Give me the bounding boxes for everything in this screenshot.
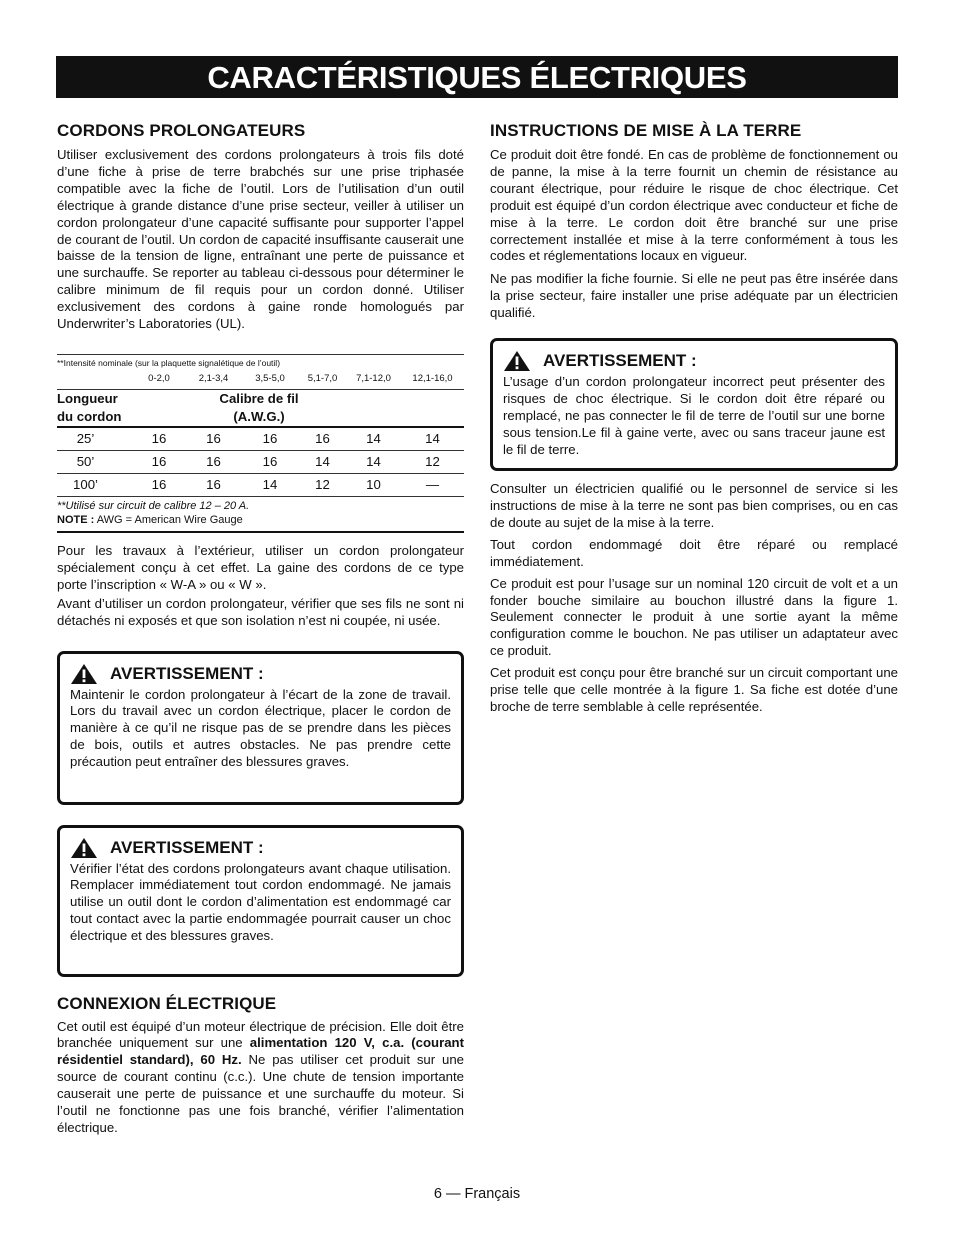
warning-label: AVERTISSEMENT : <box>110 663 264 683</box>
connexion-voltage: alimentation 120 V, c.a. (courant résidentiel standard), 60 Hz. <box>57 1035 464 1068</box>
gauge-cell: 14 <box>299 450 346 473</box>
cordons-paragraph: Utiliser exclusivement des cordons prolongateurs à trois fils doté d’une fiche à prise de terre brabchés sur une prise triphasée compatible avec la fiche de l’outil. Lors de l’utilisation d’un outil électrique à grande distance d’une prise secteur, veiller à utiliser un cordon prolongateur d’une capacité suffisante pour supporter l’appel de courant de l’outil. Un cordon de capacité insuffisante causerait une baisse de la tension de ligne, entraînant une perte de puissance et une surchauffe. Se reporter au tableau ci-dessous pour déterminer le calibre minimum de fil requis pour un cordon donné. Utiliser exclusivement des cordons à gaine ronde homologués par Underwriter’s Laboratories (UL). <box>57 147 464 332</box>
terre-paragraph-6: Cet produit est conçu pour être branché sur un circuit comportant une prise telle que celle montrée à la figure 1. Sa fiche est dotée d’une broche de terre semblable à celle représentée. <box>490 665 898 714</box>
gauge-cell: 14 <box>346 427 401 451</box>
amp-range-cell: 2,1-3,4 <box>198 373 229 385</box>
ratings-note: **Intensité nominale (sur la plaquette signalétique de l’outil) <box>57 354 464 369</box>
section-heading-connexion: CONNEXION ÉLECTRIQUE <box>57 993 277 1013</box>
warning-heading <box>70 837 451 859</box>
amp-range-cell: 0-2,0 <box>148 373 170 385</box>
gauge-cell: 16 <box>241 427 299 451</box>
gauge-cell: — <box>401 473 464 496</box>
connexion-text-end: Ne pas utiliser cet produit sur une source de courant continu (c.c.). Une chute de tension importante causerait une perte de puissance et une surchauffe du moteur. Si l’outil ne fonctionne pas une fois branché, vérifier l’alimentation électrique. <box>57 1052 464 1135</box>
gauge-cell: 14 <box>241 473 299 496</box>
cord-length-cell: 50’ <box>57 450 132 473</box>
amp-range-cell: 7,1-12,0 <box>356 373 391 385</box>
connexion-paragraph <box>57 1019 464 1137</box>
gauge-cell: 16 <box>132 450 186 473</box>
terre-paragraph-1: Ce produit doit être fondé. En cas de problème de fonctionnement ou de panne, la mise à la terre fournit un chemin de résistance au courant électrique, pour réduire le risque de choc électrique. Cet produit est équipé d’un cordon électrique avec conducteur et fiche de mise à la terre. Le cordon doit être branché sur une prise correctement installée et mise à la terre conformément à tous les codes et réglementations locaux en vigueur. <box>490 147 898 264</box>
table-header-row <box>57 389 464 427</box>
inspect-paragraph: Avant d’utiliser un cordon prolongateur, vérifier que ses fils ne sont ni détachés ni exposés et que son isolation n’est ni coupée, ni usée. <box>57 595 464 628</box>
gauge-header-line2: (A.W.G.) <box>233 408 285 424</box>
warning-label: AVERTISSEMENT : <box>110 837 264 857</box>
terre-paragraph-2: Ne pas modifier la fiche fournie. Si elle ne peut pas être insérée dans la prise secteur, faire installer une prise adéquate par un électricien qualifié. <box>490 271 898 321</box>
warning-box-inspect-cords <box>57 825 464 977</box>
warning-box-grounding <box>490 338 898 471</box>
extension-cord-table <box>57 369 464 497</box>
gauge-cell: 16 <box>132 427 186 451</box>
length-header <box>57 389 132 427</box>
warning-triangle-icon <box>70 837 98 859</box>
table-row <box>57 450 464 473</box>
gauge-header <box>132 389 346 427</box>
table-bottom-rule <box>57 527 464 533</box>
warning-text: Vérifier l’état des cordons prolongateurs avant chaque utilisation. Remplacer immédiatement tout cordon endommagé. Ne jamais utilise un outil dont le cordon d’alimentation est endommagé car tout contact avec la partie endommagée pourrait causer un choc électrique et des blessures graves. <box>70 860 451 944</box>
table-row <box>57 427 464 451</box>
gauge-header-line1: Calibre de fil <box>219 390 299 406</box>
table-row <box>57 473 464 496</box>
warning-label: AVERTISSEMENT : <box>543 351 697 371</box>
page-title: CARACTÉRISTIQUES ÉLECTRIQUES <box>56 56 898 98</box>
gauge-cell: 14 <box>401 427 464 451</box>
circuit-footnote: **Utilisé sur circuit de calibre 12 – 20 A. <box>57 499 250 512</box>
amp-range-cell: 3,5-5,0 <box>255 373 285 385</box>
warning-heading <box>70 663 451 685</box>
length-header-line1: Longueur <box>57 390 118 406</box>
gauge-cell: 14 <box>346 450 401 473</box>
gauge-cell: 16 <box>186 427 241 451</box>
table-footnote <box>57 497 464 527</box>
gauge-cell: 16 <box>299 427 346 451</box>
outdoor-paragraph: Pour les travaux à l’extérieur, utiliser un cordon prolongateur spécialement conçu à cet effet. La gaine des cordons de ce type porte l’inscription « W-A » ou « W ». <box>57 542 464 592</box>
warning-heading <box>503 350 885 372</box>
terre-paragraph-4: Tout cordon endommagé doit être réparé ou remplacé immédiatement. <box>490 536 898 569</box>
terre-paragraph-3: Consulter un électricien qualifié ou le personnel de service si les instructions de mise à la terre ne sont pas bien comprises, ou en cas de doute au sujet de la mise à la terre. <box>490 481 898 530</box>
section-heading-terre: INSTRUCTIONS DE MISE À LA TERRE <box>490 121 802 140</box>
warning-box-workzone <box>57 651 464 805</box>
gauge-cell: 10 <box>346 473 401 496</box>
gauge-cell: 16 <box>186 473 241 496</box>
gauge-cell: 16 <box>186 450 241 473</box>
gauge-cell: 16 <box>241 450 299 473</box>
left-column <box>57 121 464 1137</box>
cord-length-cell: 100’ <box>57 473 132 496</box>
terre-paragraph-5: Ce produit est pour l’usage sur un nominal 120 circuit de volt et a un fonder bouche similaire au bouchon illustré dans la figure 1. Seulement connecter le produit à une sortie ayant la même configuration comme le bouchon. Ne pas utiliser un adaptateur avec ce produit. <box>490 575 898 659</box>
amp-range-cell: 5,1-7,0 <box>307 373 338 385</box>
page-number: 6 — Français <box>433 1186 521 1202</box>
gauge-cell: 12 <box>299 473 346 496</box>
amp-range-cell: 12,1-16,0 <box>412 373 453 385</box>
amp-range-row <box>57 369 464 390</box>
right-column <box>490 121 898 716</box>
warning-text: Maintenir le cordon prolongateur à l’écart de la zone de travail. Lors du travail avec un cordon électrique, placer le cordon de manière à ce qu’il ne risque pas de se prendre dans les pièces de bois, outils et autres obstacles. Ne pas prendre cette précaution peut entraîner des blessures graves. <box>70 686 451 770</box>
note-text: AWG = American Wire Gauge <box>96 513 243 526</box>
warning-triangle-icon <box>503 350 531 372</box>
connexion-text-start: Cet outil est équipé d’un moteur électrique de précision. Elle doit être branchée uniquement sur une <box>57 1018 464 1051</box>
warning-triangle-icon <box>70 663 98 685</box>
cord-length-cell: 25’ <box>57 427 132 451</box>
section-heading-cordons: CORDONS PROLONGATEURS <box>57 121 306 140</box>
length-header-line2: du cordon <box>57 408 122 424</box>
gauge-cell: 16 <box>132 473 186 496</box>
gauge-cell: 12 <box>401 450 464 473</box>
warning-text: L’usage d’un cordon prolongateur incorrect peut présenter des risques de choc électrique. Si le cordon doit être réparé ou remplacé, ne pas connecter le fil de terre de l’outil sur une borne sous tension.Le fil à gaine verte, avec ou sans traceur jaune est le fil de terre. <box>503 374 885 457</box>
note-label: NOTE : <box>57 513 95 526</box>
